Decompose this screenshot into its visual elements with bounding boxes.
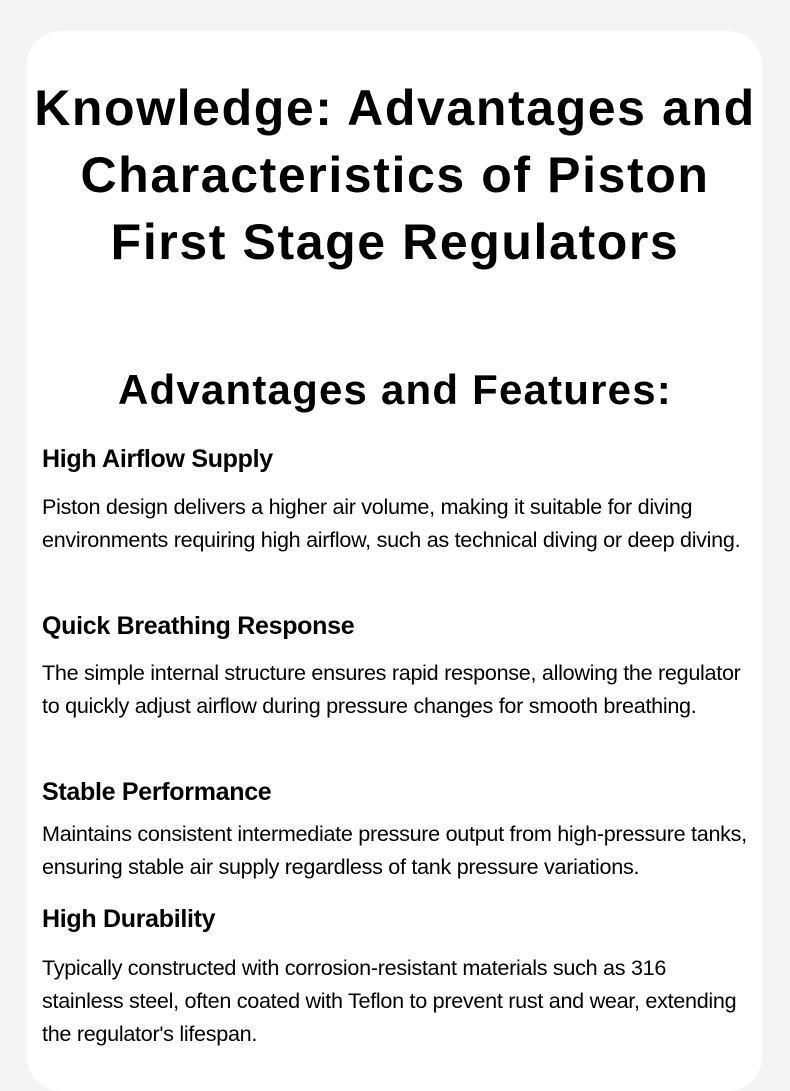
feature-heading-high-airflow: High Airflow Supply bbox=[42, 445, 273, 473]
feature-heading-high-durability: High Durability bbox=[42, 905, 216, 933]
page-title: Knowledge: Advantages and Characteristics of Piston First Stage Regulators bbox=[34, 80, 756, 270]
feature-text-high-durability: Typically constructed with corrosion-resistant materials such as 316 stainless steel, often coated with Teflon to prevent rust and wear, extending the regulator's lifespan. bbox=[42, 955, 737, 1046]
section-subtitle: Advantages and Features: bbox=[118, 366, 672, 413]
feature-heading-quick-breathing: Quick Breathing Response bbox=[42, 612, 355, 640]
feature-heading-stable-performance: Stable Performance bbox=[42, 778, 272, 806]
feature-text-high-airflow: Piston design delivers a higher air volume, making it suitable for diving environments requiring high airflow, such as technical diving or deep diving. bbox=[42, 494, 741, 552]
feature-text-stable-performance: Maintains consistent intermediate pressure output from high-pressure tanks, ensuring stable air supply regardless of tank pressure variations. bbox=[42, 821, 747, 879]
feature-text-quick-breathing: The simple internal structure ensures rapid response, allowing the regulator to quickly adjust airflow during pressure changes for smooth breathing. bbox=[42, 660, 741, 718]
